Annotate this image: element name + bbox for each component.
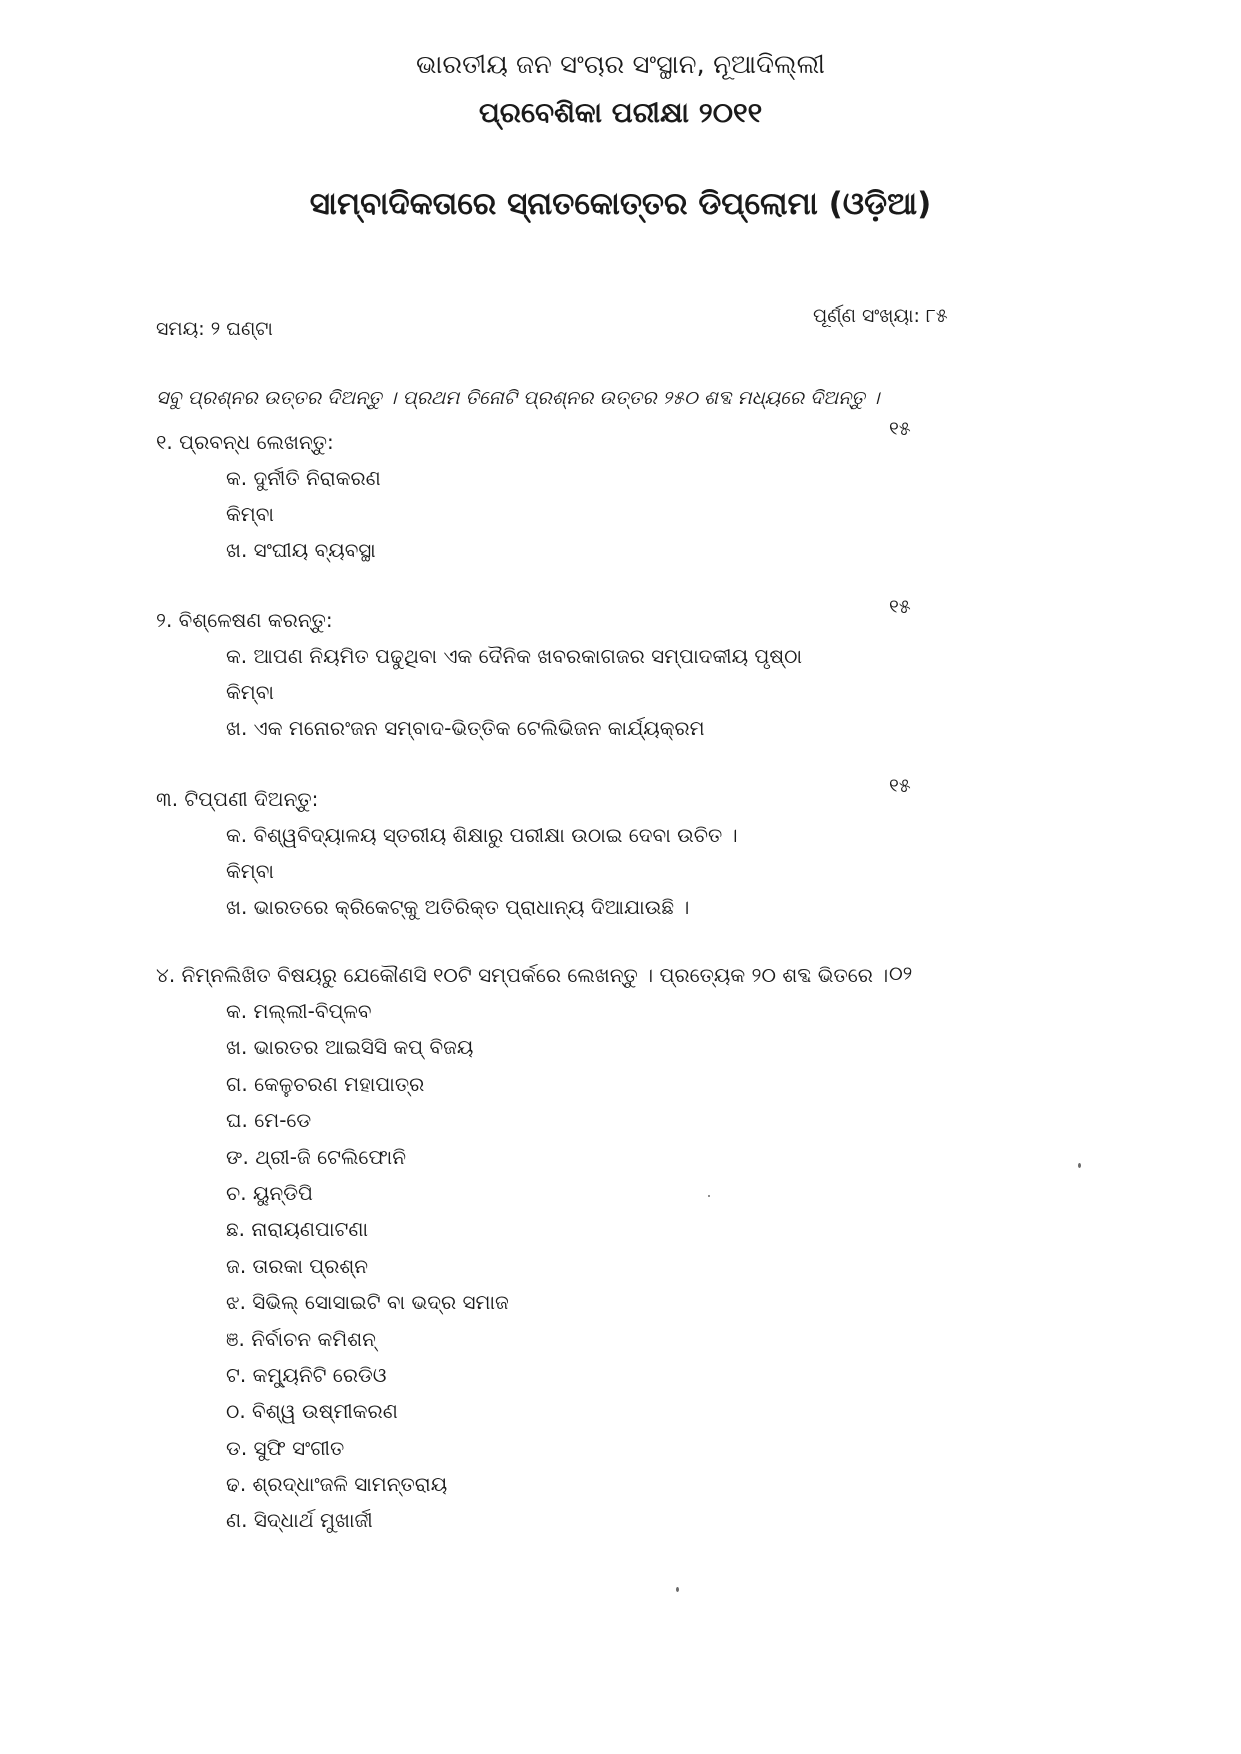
question-3-option-a: କ. ବିଶ୍ୱବିଦ୍ୟାଳୟ ସ୍ତରୀୟ ଶିକ୍ଷାରୁ ପରୀକ୍ଷା ଉଠାଇ ଦେବା ଉଚିତ ।	[226, 823, 738, 847]
question-1	[156, 418, 936, 568]
question-3-or: କିମ୍ବା	[226, 859, 274, 883]
question-3-option-b: ଖ. ଭାରତରେ କ୍ରିକେଟ୍‌କୁ ଅତିରିକ୍ତ ପ୍ରାଧାନ୍ୟ ଦିଆଯାଉଛି ।	[226, 895, 690, 919]
institute-name: ଭାରତୀୟ ଜନ ସଂଚାର ସଂସ୍ଥାନ, ନୂଆଦିଲ୍ଲୀ	[416, 50, 825, 80]
question-1-heading: ୧. ପ୍ରବନ୍ଧ ଲେଖନ୍ତୁ:	[156, 430, 334, 454]
question-4-item: ଜ. ତାରକା ପ୍ରଶ୍ନ	[226, 1253, 369, 1278]
question-4-item: ଘ. ମେ-ଡେ	[226, 1108, 312, 1133]
question-3-heading: ୩. ଟିପ୍ପଣୀ ଦିଅନ୍ତୁ:	[156, 787, 319, 811]
question-3	[156, 775, 936, 925]
exam-title: ପ୍ରବେଶିକା ପରୀକ୍ଷା ୨୦୧୧	[478, 96, 763, 129]
question-4-marks: ୦୨	[889, 963, 913, 985]
scan-speck	[1078, 1163, 1081, 1168]
general-instruction: ସବୁ ପ୍ରଶ୍ନର ଉତ୍ତର ଦିଅନ୍ତୁ । ପ୍ରଥମ ତିନୋଟି ପ୍ରଶ୍ନର ଉତ୍ତର ୨୫୦ ଶବ୍ଦ ମଧ୍ୟରେ ଦିଅନ୍ତୁ ।	[156, 387, 880, 409]
question-4	[156, 963, 936, 1539]
question-1-or: କିମ୍ବା	[226, 502, 274, 526]
question-4-item: ଣ. ସିଦ୍ଧାର୍ଥ ମୁଖାର୍ଜୀ	[226, 1508, 373, 1533]
question-4-item: ଖ. ଭାରତର ଆଇସିସି କପ୍ ବିଜୟ	[226, 1035, 474, 1060]
question-4-item: ଞ. ନିର୍ବାଚନ କମିଶନ୍	[226, 1326, 376, 1351]
question-4-heading: ୪. ନିମ୍ନଲିଖିତ ବିଷୟରୁ ଯେକୌଣସି ୧୦ଟି ସମ୍ପର୍କରେ ଲେଖନ୍ତୁ । ପ୍ରତ୍ୟେକ ୨୦ ଶବ୍ଦ ଭିତରେ ।	[156, 963, 889, 987]
scan-speck	[708, 1195, 710, 1197]
scan-speck	[676, 1587, 679, 1592]
question-4-item: ଠ. ବିଶ୍ୱ ଉଷ୍ମୀକରଣ	[226, 1399, 398, 1424]
question-1-option-b: ଖ. ସଂଘୀୟ ବ୍ୟବସ୍ଥା	[226, 538, 376, 562]
question-2-option-a: କ. ଆପଣ ନିୟମିତ ପଢୁଥିବା ଏକ ଦୈନିକ ଖବରକାଗଜର ସମ୍ପାଦକୀୟ ପୃଷ୍ଠା	[226, 644, 803, 668]
question-4-item: ଚ. ୟୁନ୍‌ଡିପି	[226, 1180, 313, 1205]
time-allowed: ସମୟ: ୨ ଘଣ୍ଟା	[156, 318, 273, 340]
question-2-option-b: ଖ. ଏକ ମନୋରଂଜନ ସମ୍ବାଦ-ଭିତ୍ତିକ ଟେଲିଭିଜନ କାର୍ଯ୍ୟକ୍ରମ	[226, 716, 705, 740]
question-1-option-a: କ. ଦୁର୍ନୀତି ନିରାକରଣ	[226, 466, 381, 490]
question-4-item: କ. ମଲ୍ଲୀ-ବିପ୍ଳବ	[226, 999, 372, 1023]
question-3-marks: ୧୫	[889, 775, 911, 797]
question-4-item: ଛ. ନାରାୟଣପାଟଣା	[226, 1217, 369, 1242]
question-2-marks: ୧୫	[889, 596, 911, 618]
course-title: ସାମ୍ବାଦିକତାରେ ସ୍ନାତକୋତ୍ତର ଡିପ୍ଲୋମା (ଓଡ଼ିଆ)	[309, 186, 932, 222]
question-4-item: ଡ. ସୁଫି ସଂଗୀତ	[226, 1435, 345, 1460]
question-2-heading: ୨. ବିଶ୍ଳେଷଣ କରନ୍ତୁ:	[156, 608, 333, 632]
question-4-item: ଝ. ସିଭିଲ୍ ସୋସାଇଟି ବା ଭଦ୍ର ସମାଜ	[226, 1290, 509, 1315]
question-2-or: କିମ୍ବା	[226, 680, 274, 704]
question-2	[156, 596, 936, 746]
question-4-item: ଢ. ଶ୍ରଦ୍ଧାଂଜଳି ସାମନ୍ତରାୟ	[226, 1472, 448, 1497]
question-4-item: ଗ. କେଳୁଚରଣ ମହାପାତ୍ର	[226, 1071, 425, 1096]
full-marks: ପୂର୍ଣ୍ଣ ସଂଖ୍ୟା: ୮୫	[813, 305, 948, 327]
question-4-item: ଙ. ଥ୍ରୀ-ଜି ଟେଲିଫୋନି	[226, 1144, 406, 1169]
question-1-marks: ୧୫	[889, 418, 911, 440]
question-4-item: ଟ. କମ୍ୟୁନିଟି ରେଡିଓ	[226, 1362, 387, 1387]
